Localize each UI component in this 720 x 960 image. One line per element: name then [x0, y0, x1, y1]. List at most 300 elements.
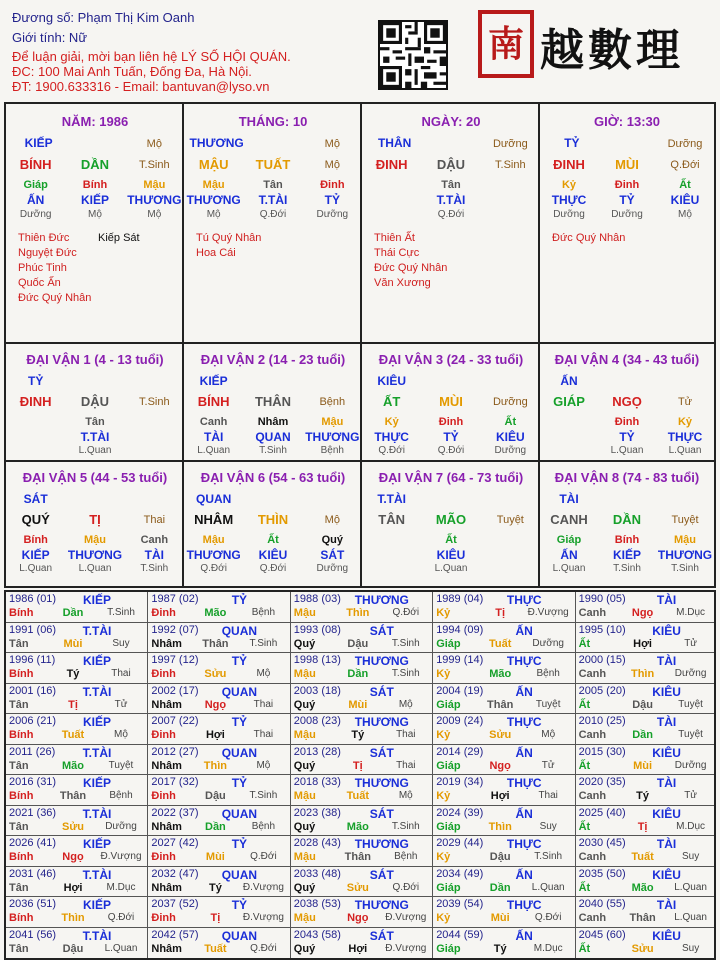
year-cell[interactable] [291, 684, 433, 715]
year-cell[interactable] [433, 714, 575, 745]
year-branch: Thìn [630, 668, 655, 680]
luck-hidden-god: T.TÀI [80, 430, 110, 444]
year-life: Thai [538, 790, 558, 801]
year-cell[interactable] [291, 714, 433, 745]
year-stem: Kỷ [436, 607, 451, 619]
year-god: TỶ [231, 715, 248, 729]
year-branch: Mão [204, 607, 227, 619]
year-label: 2013 (28) [293, 745, 341, 758]
year-cell[interactable] [148, 836, 290, 867]
year-branch: Tý [493, 942, 507, 955]
year-cell[interactable] [433, 867, 575, 898]
owner-name: Đương số: Phạm Thị Kim Oanh [12, 10, 195, 25]
luck-hidden-stem: Đinh [438, 416, 464, 428]
year-cell[interactable] [576, 745, 714, 776]
year-cell[interactable] [576, 623, 714, 654]
year-cell[interactable] [433, 806, 575, 837]
year-cell[interactable] [291, 653, 433, 684]
year-branch: Thìn [203, 759, 227, 772]
year-cell[interactable] [6, 867, 148, 898]
year-stem: Canh [578, 729, 607, 741]
hidden-stem: Giáp [23, 179, 48, 191]
hidden-life: Dưỡng [553, 209, 585, 220]
luck-hidden-life: L.Quan [19, 563, 53, 574]
year-life: Đ.Vượng [385, 942, 427, 954]
year-cell[interactable] [148, 775, 290, 806]
hidden-life: Q.Đới [259, 209, 287, 220]
year-life: Tuyệt [678, 698, 703, 710]
year-god: QUAN [221, 684, 258, 699]
luck-period-stem: BÍNH [197, 394, 230, 409]
year-god: SÁT [369, 867, 394, 882]
year-life: M.Dục [106, 881, 136, 893]
year-cell[interactable] [433, 928, 575, 959]
year-branch: Tị [68, 698, 78, 711]
year-cell[interactable] [291, 897, 433, 928]
year-branch: Dậu [632, 698, 653, 711]
year-stem: Bính [9, 729, 34, 741]
year-cell[interactable] [148, 684, 290, 715]
luck-period-cell [184, 462, 362, 586]
year-branch: Mùi [205, 851, 225, 863]
luck-hidden-stem: Nhâm [257, 416, 289, 428]
year-cell[interactable] [576, 592, 714, 623]
pillar-life: T.Sinh [139, 159, 170, 171]
pillar-title: GIỜ: 13:30 [593, 114, 660, 129]
year-cell[interactable] [6, 653, 148, 684]
year-label: 2037 (52) [151, 898, 199, 910]
year-label: 1989 (04) [436, 593, 484, 605]
luck-hidden-life: T.Sinh [613, 563, 641, 574]
year-god: QUAN [221, 806, 258, 821]
luck-hidden-stem: Kỷ [677, 416, 693, 428]
year-branch: Mão [489, 668, 512, 680]
year-branch: Hợi [348, 942, 368, 955]
star-item: Phúc Tinh [18, 262, 67, 274]
luck-hidden-god: TÀI [144, 548, 164, 562]
hidden-stem: Tân [441, 179, 461, 191]
year-cell[interactable] [148, 623, 290, 654]
year-stem: Canh [578, 790, 607, 802]
year-label: 2017 (32) [151, 776, 199, 788]
luck-hidden-god: KIẾP [612, 548, 641, 562]
year-label: 2031 (46) [9, 867, 57, 880]
luck-hidden-stem: Ất [267, 534, 279, 546]
year-god: THỰC [506, 715, 542, 729]
star-item: Tú Quý Nhân [196, 232, 262, 244]
luck-period-branch: THÂN [254, 394, 292, 409]
luck-period-life: Tử [677, 396, 693, 408]
hidden-god: THƯƠNG [127, 193, 182, 207]
year-label: 2020 (35) [578, 776, 626, 788]
hidden-god: ẤN [26, 193, 45, 207]
pillar-stem-life: Mộ [146, 138, 162, 150]
year-stem: Kỷ [436, 912, 451, 924]
star-item: Đức Quý Nhân [552, 232, 626, 244]
hidden-stem: Kỷ [561, 179, 577, 191]
year-label: 2025 (40) [578, 806, 626, 819]
year-label: 1998 (13) [293, 654, 341, 666]
year-cell[interactable] [433, 623, 575, 654]
year-label: 2011 (26) [9, 745, 56, 758]
year-life: Tử [114, 698, 128, 710]
year-cell[interactable] [291, 836, 433, 867]
pillar-stem: ĐINH [375, 157, 408, 172]
year-label: 1990 (05) [578, 593, 626, 605]
pillars-grid [4, 102, 716, 588]
luck-period-god: TỶ [27, 374, 44, 388]
year-stem: Giáp [436, 637, 461, 650]
year-branch: Ngọ [204, 698, 227, 711]
year-label: 1991 (06) [9, 623, 57, 636]
year-god: T.TÀI [82, 928, 112, 943]
year-branch: Mùi [490, 912, 510, 924]
year-branch: Dậu [62, 942, 84, 955]
year-cell[interactable] [291, 592, 433, 623]
year-god: QUAN [221, 928, 258, 943]
year-life: Đ.Vượng [385, 912, 427, 923]
year-stem: Canh [578, 912, 607, 924]
year-branch: Tuất [61, 729, 85, 741]
year-cell[interactable] [6, 928, 148, 959]
year-god: THỰC [506, 654, 542, 668]
qr-code-graphic [380, 22, 446, 88]
year-god: THƯƠNG [354, 898, 409, 912]
year-life: Bệnh [109, 790, 133, 801]
luck-period-stem: ẤT [382, 394, 401, 409]
year-life: T.Sinh [249, 790, 278, 801]
year-branch: Sửu [61, 820, 85, 833]
year-cell[interactable] [433, 592, 575, 623]
year-cell[interactable] [291, 775, 433, 806]
pillar-stem-life: Dưỡng [667, 138, 703, 150]
year-cell[interactable] [291, 867, 433, 898]
year-stem: Quý [293, 881, 316, 894]
luck-hidden-god: KIÊU [495, 430, 525, 444]
year-stem: Mậu [293, 790, 316, 802]
star-item: Thái Cực [374, 247, 420, 259]
year-branch: Tý [66, 668, 80, 680]
year-life: Tử [684, 637, 697, 649]
luck-hidden-god: THƯƠNG [305, 430, 360, 444]
year-god: THƯƠNG [354, 715, 409, 729]
year-stem: Bính [9, 912, 34, 924]
year-cell[interactable] [148, 928, 290, 959]
year-stem: Nhâm [151, 881, 182, 894]
luck-hidden-life: Q.Đới [200, 563, 227, 574]
phone-email-line: ĐT: 1900.633316 - Email: bantuvan@lyso.vn [12, 79, 270, 94]
luck-hidden-life: Q.Đới [437, 445, 465, 456]
contact-line: Để luận giải, mời bạn liên hệ LÝ SỐ HỘI QUÁN. [12, 49, 291, 64]
year-label: 2000 (15) [578, 654, 626, 666]
star-item: Nguyệt Đức [18, 247, 77, 259]
year-life: Tử [541, 759, 555, 771]
year-life: T.Sinh [534, 851, 563, 862]
year-stem: Tân [9, 637, 29, 650]
year-life: Mộ [114, 729, 128, 740]
year-cell[interactable] [6, 684, 148, 715]
year-label: 2012 (27) [151, 745, 199, 758]
year-branch: Dần [205, 820, 226, 833]
year-branch: Ngọ [489, 759, 511, 772]
year-branch: Ngọ [631, 607, 654, 619]
year-stem: Đinh [151, 729, 176, 741]
year-stem: Quý [293, 698, 316, 711]
year-cell[interactable] [433, 684, 575, 715]
luck-period-god: T.TÀI [377, 492, 406, 506]
year-cell[interactable] [433, 775, 575, 806]
year-stem: Mậu [293, 851, 316, 863]
year-cell[interactable] [291, 928, 433, 959]
year-cell[interactable] [148, 745, 290, 776]
year-branch: Dần [489, 881, 511, 894]
year-god: KIẾP [82, 654, 111, 668]
year-cell[interactable] [6, 623, 148, 654]
year-cell[interactable] [576, 897, 714, 928]
year-cell[interactable] [576, 867, 714, 898]
luck-period-title: ĐẠI VẬN 2 (14 - 23 tuổi) [200, 352, 346, 367]
year-cell[interactable] [433, 836, 575, 867]
year-life: Bệnh [536, 668, 560, 679]
luck-hidden-life: L.Quan [78, 445, 112, 456]
year-label: 2034 (49) [436, 867, 484, 880]
year-cell[interactable] [576, 714, 714, 745]
year-god: TÀI [656, 715, 677, 729]
year-cell[interactable] [291, 806, 433, 837]
luck-hidden-god: KIẾP [21, 548, 50, 562]
year-label: 2008 (23) [293, 715, 341, 727]
year-branch: Ngọ [347, 912, 369, 924]
year-branch: Hợi [633, 637, 652, 650]
year-life: M.Dục [676, 820, 706, 832]
year-god: TỶ [231, 776, 248, 790]
year-god: THỰC [506, 898, 542, 912]
luck-hidden-god: TỶ [619, 430, 635, 444]
luck-period-god: KIÊU [377, 374, 406, 388]
year-god: T.TÀI [82, 867, 112, 882]
luck-period-life: Tuyệt [496, 514, 524, 526]
year-cell[interactable] [6, 592, 148, 623]
brand-logo: 越數理 [540, 25, 684, 76]
luck-period-life: Bệnh [319, 396, 346, 408]
hidden-life: Dưỡng [611, 209, 643, 220]
year-branch: Thìn [61, 912, 85, 924]
seal-stamp [478, 10, 534, 78]
year-cell[interactable] [433, 897, 575, 928]
year-stem: Nhâm [151, 698, 182, 711]
year-life: Q.Đới [250, 942, 277, 954]
year-cell[interactable] [576, 684, 714, 715]
luck-period-branch: MÙI [439, 394, 463, 409]
year-life: Q.Đới [107, 912, 135, 923]
luck-period-god: TÀI [559, 492, 579, 506]
year-stem: Quý [293, 759, 316, 772]
year-god: TÀI [656, 593, 677, 607]
year-branch: Mão [62, 759, 84, 772]
year-god: T.TÀI [82, 806, 112, 821]
year-stem: Nhâm [151, 759, 182, 772]
year-cell[interactable] [148, 714, 290, 745]
luck-period-title: ĐẠI VẬN 7 (64 - 73 tuổi) [378, 470, 524, 485]
year-branch: Tị [352, 759, 363, 772]
year-god: THỰC [506, 776, 542, 790]
year-stem: Kỷ [436, 668, 451, 680]
year-life: M.Dục [676, 607, 706, 618]
year-god: QUAN [221, 745, 258, 760]
year-branch: Dần [632, 729, 653, 741]
year-stem: Ất [578, 759, 591, 772]
luck-hidden-stem: Đinh [614, 416, 640, 428]
luck-hidden-life: Bệnh [320, 445, 344, 456]
year-life: Mộ [256, 759, 271, 771]
year-branch: Sửu [204, 668, 227, 680]
qr-code[interactable] [378, 20, 448, 90]
year-cell[interactable] [148, 897, 290, 928]
year-god: SÁT [369, 806, 394, 821]
year-label: 2030 (45) [578, 837, 626, 849]
hidden-stem: Mậu [202, 179, 225, 191]
luck-hidden-life: L.Quan [668, 445, 702, 456]
year-stem: Giáp [436, 881, 461, 894]
year-god: KIẾP [82, 837, 111, 851]
luck-period-god: KIẾP [199, 374, 228, 388]
year-god: TỶ [231, 654, 248, 668]
luck-hidden-life: L.Quan [434, 563, 468, 574]
pillar-stem-god: TỶ [564, 136, 580, 150]
luck-hidden-life: Dưỡng [494, 445, 527, 456]
year-life: Suy [112, 637, 130, 649]
year-life: T.Sinh [391, 637, 420, 649]
year-cell[interactable] [291, 745, 433, 776]
year-cell[interactable] [576, 836, 714, 867]
star-item: Thiên Ất [374, 232, 415, 244]
year-label: 2033 (48) [293, 867, 341, 880]
year-stem: Quý [293, 637, 316, 650]
luck-period-cell [540, 344, 714, 462]
year-label: 2028 (43) [293, 837, 341, 849]
luck-hidden-stem: Mậu [674, 534, 696, 546]
address-line: ĐC: 100 Mai Anh Tuấn, Đống Đa, Hà Nội. [12, 64, 252, 79]
hidden-stem: Đinh [320, 179, 345, 191]
year-cell[interactable] [6, 775, 148, 806]
year-stem: Canh [578, 851, 607, 863]
year-cell[interactable] [576, 928, 714, 959]
luck-hidden-god: ẤN [560, 548, 578, 562]
year-god: SÁT [369, 928, 394, 943]
year-branch: Thân [487, 698, 514, 711]
year-life: Mộ [541, 729, 556, 740]
pillar-stem-god: THÂN [377, 136, 412, 150]
hidden-life: Mộ [88, 209, 102, 220]
year-god: TỶ [231, 593, 248, 607]
chart-header [0, 0, 720, 100]
year-label: 2029 (44) [436, 837, 484, 849]
year-cell[interactable] [576, 653, 714, 684]
year-branch: Tị [210, 912, 221, 924]
luck-hidden-life: L.Quan [78, 563, 112, 574]
year-god: SÁT [369, 684, 394, 699]
star-item: Hoa Cái [196, 247, 236, 259]
luck-hidden-stem: Mậu [202, 534, 225, 546]
year-god: T.TÀI [82, 623, 112, 638]
year-life: Mộ [256, 668, 271, 679]
year-stem: Giáp [436, 759, 461, 772]
year-stem: Giáp [436, 820, 461, 833]
year-cell[interactable] [6, 897, 148, 928]
year-life: Thai [396, 729, 416, 740]
year-stem: Nhâm [151, 942, 182, 955]
luck-period-title: ĐẠI VẬN 8 (74 - 83 tuổi) [554, 470, 700, 485]
year-life: Thai [396, 759, 416, 771]
year-cell[interactable] [433, 745, 575, 776]
hidden-stem: Bính [82, 179, 108, 191]
luck-hidden-life: Q.Đới [378, 445, 405, 456]
luck-hidden-stem: Tân [85, 416, 105, 428]
year-life: Q.Đới [392, 607, 420, 618]
year-label: 1993 (08) [293, 623, 341, 636]
year-cell[interactable] [291, 623, 433, 654]
year-stem: Kỷ [436, 851, 451, 863]
year-cell[interactable] [148, 867, 290, 898]
year-cell[interactable] [6, 745, 148, 776]
year-branch: Tuất [631, 851, 654, 863]
year-cell[interactable] [148, 653, 290, 684]
year-life: T.Sinh [107, 607, 135, 618]
year-cell[interactable] [433, 653, 575, 684]
year-stem: Đinh [151, 668, 176, 680]
year-cell[interactable] [576, 806, 714, 837]
pillar-stem-life: Dưỡng [492, 138, 528, 150]
hidden-life: Mộ [678, 209, 692, 220]
luck-period-title: ĐẠI VẬN 5 (44 - 53 tuổi) [22, 470, 168, 485]
year-label: 2041 (56) [9, 928, 57, 941]
year-branch: Thân [344, 851, 371, 863]
year-stem: Bính [9, 668, 34, 680]
year-branch: Dần [62, 607, 84, 619]
luck-hidden-life: Q.Đới [259, 563, 287, 574]
year-cell[interactable] [148, 806, 290, 837]
year-god: KIÊU [652, 867, 681, 882]
year-cell[interactable] [6, 806, 148, 837]
year-branch: Dần [347, 668, 369, 680]
luck-hidden-life: L.Quan [552, 563, 586, 574]
year-cell[interactable] [6, 714, 148, 745]
hidden-god: KIẾP [80, 193, 109, 207]
luck-hidden-life: Dưỡng [316, 563, 349, 574]
luck-period-god: QUAN [195, 492, 232, 506]
luck-hidden-stem: Canh [140, 534, 169, 546]
year-stem: Ất [578, 881, 591, 894]
year-life: L.Quan [674, 912, 707, 923]
hidden-god: T.TÀI [436, 193, 466, 207]
year-cell[interactable] [6, 836, 148, 867]
year-god: QUAN [221, 867, 258, 882]
luck-hidden-god: THƯƠNG [186, 548, 241, 562]
pillar-title: NĂM: 1986 [61, 114, 129, 129]
year-life: Dưỡng [532, 637, 564, 649]
year-label: 1997 (12) [151, 654, 199, 666]
pillar-stem-god: THƯƠNG [189, 136, 244, 150]
year-label: 2045 (60) [578, 928, 626, 941]
year-branch: Mùi [63, 637, 83, 650]
year-cell[interactable] [576, 775, 714, 806]
year-life: Thai [111, 668, 131, 679]
luck-period-branch: DẬU [80, 394, 110, 409]
year-life: L.Quan [674, 881, 707, 893]
year-branch: Dậu [347, 637, 369, 650]
year-branch: Tý [351, 729, 365, 741]
year-cell[interactable] [148, 592, 290, 623]
